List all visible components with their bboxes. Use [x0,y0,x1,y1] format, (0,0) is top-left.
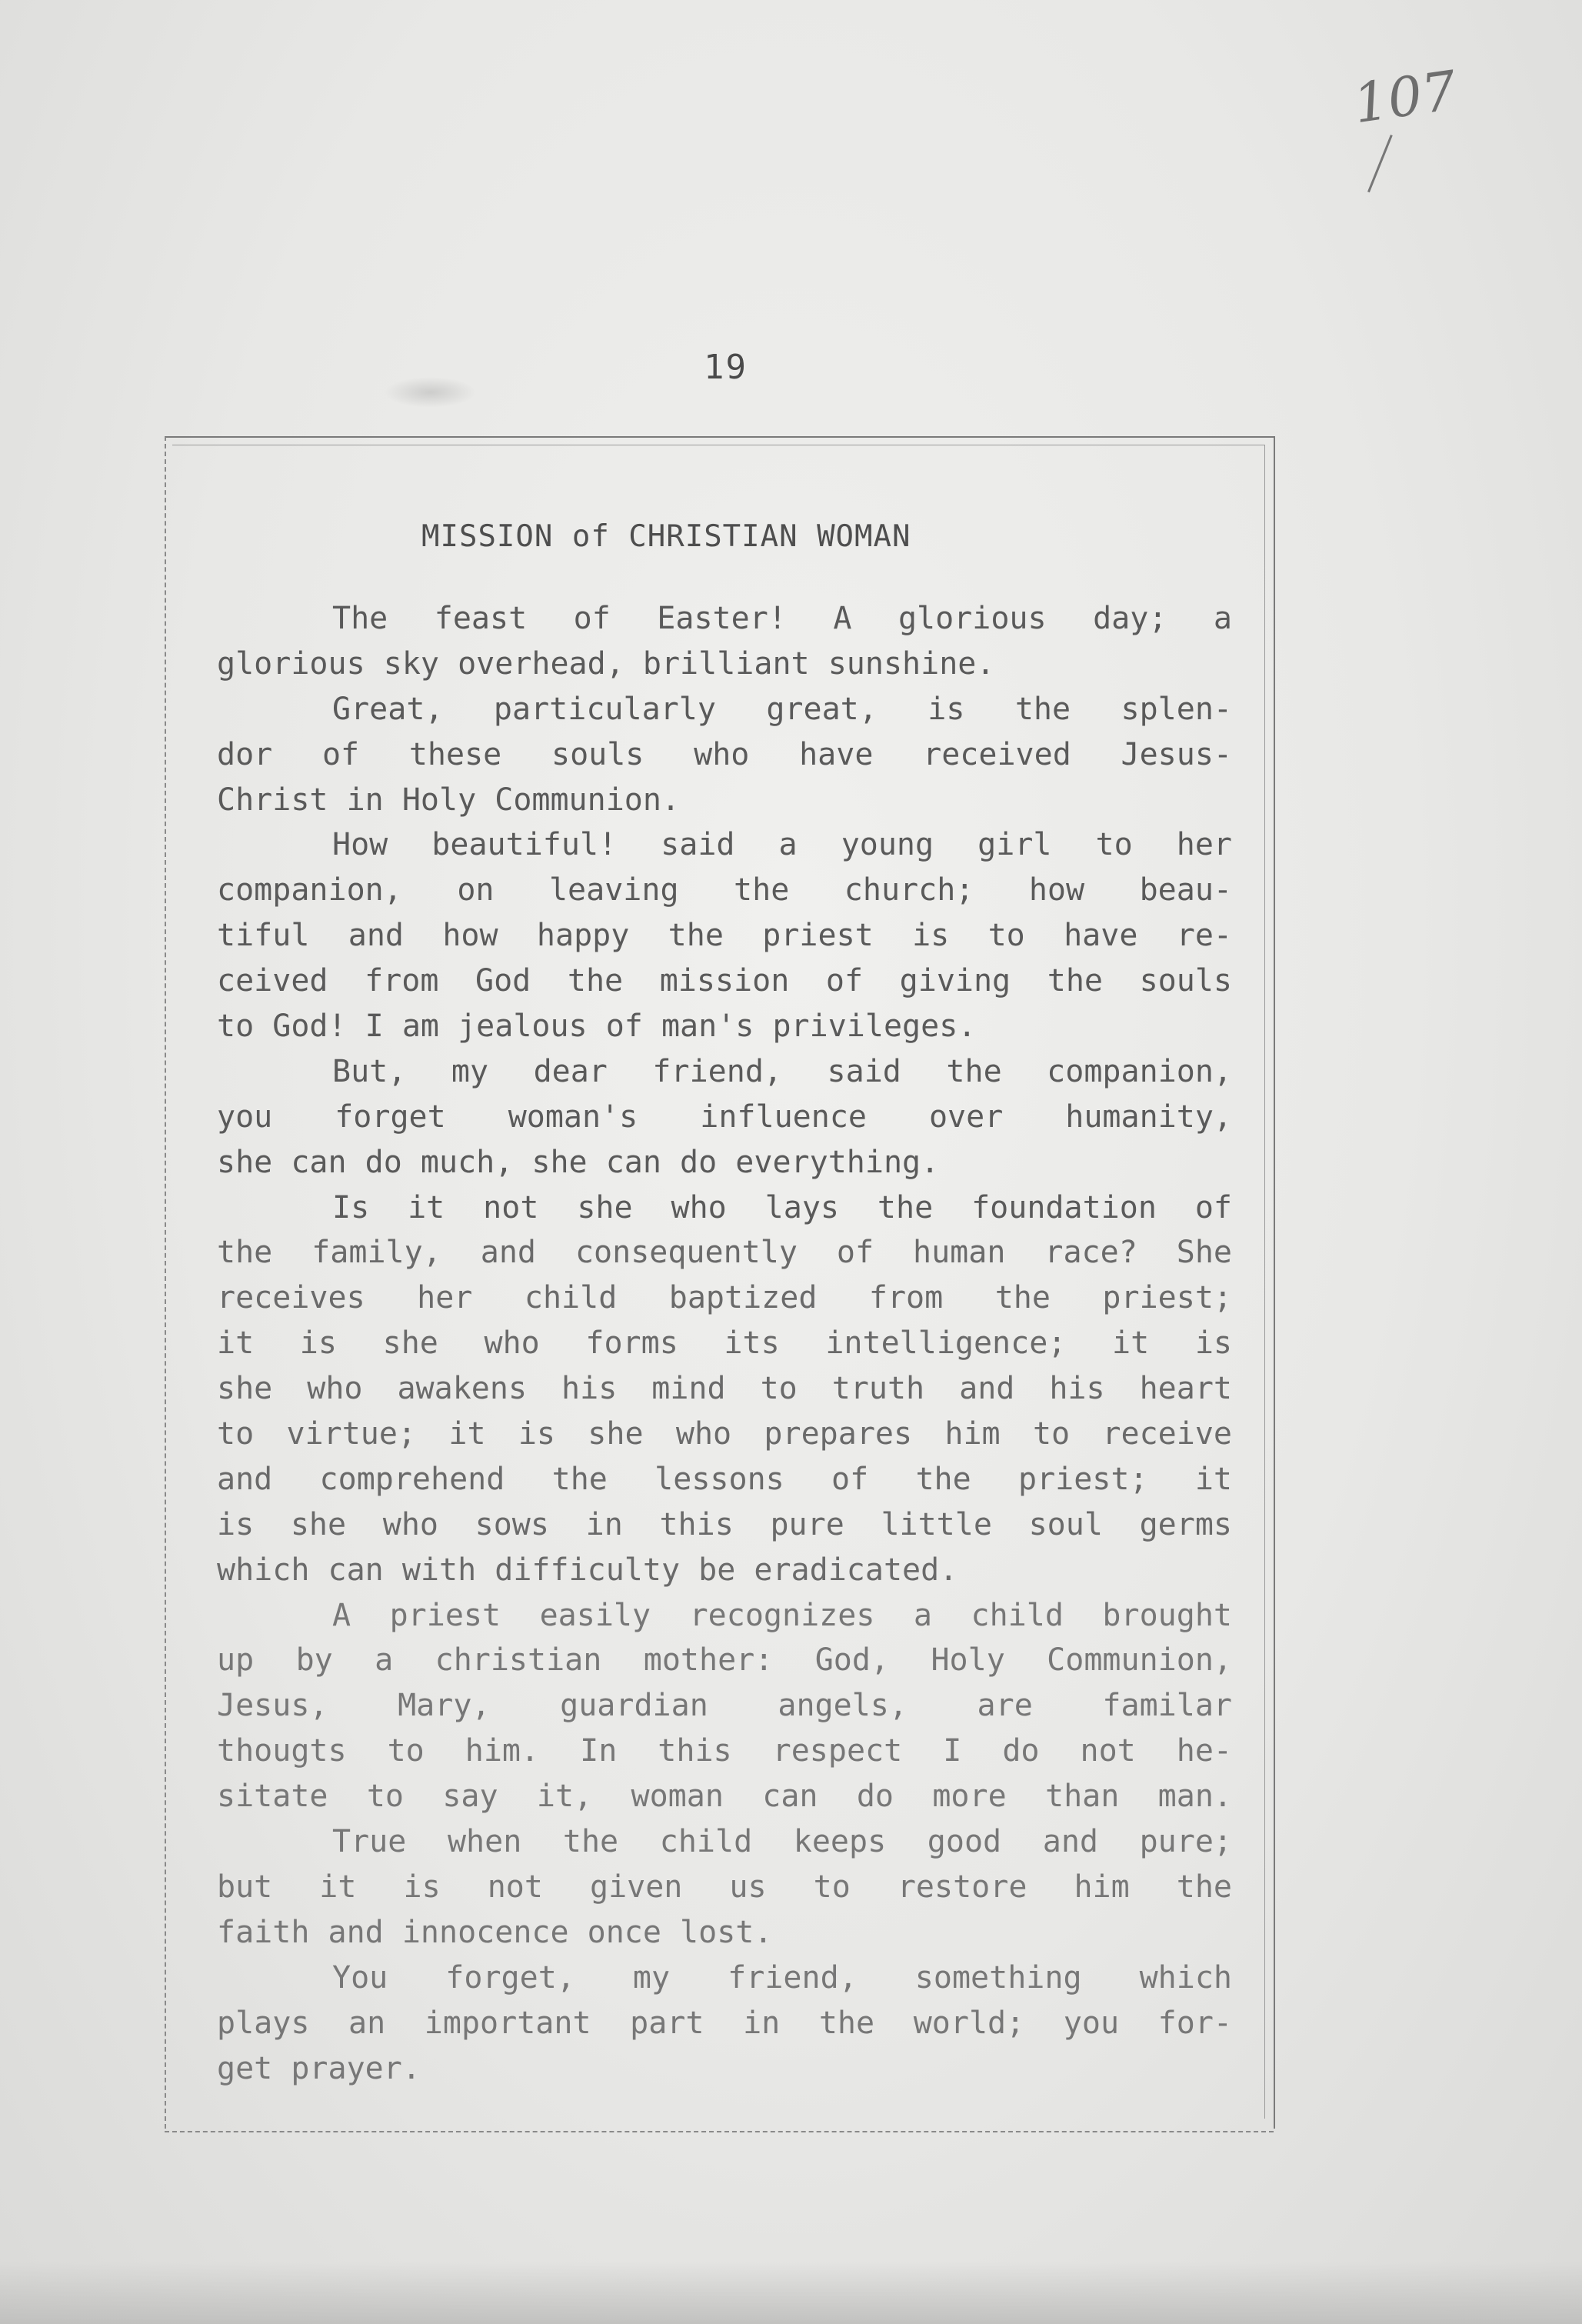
archive-handwritten-number: 107 [1350,58,1460,136]
body-text [217,596,1232,2091]
typed-bottom-rule [165,2131,1274,2132]
page-number: 19 [704,348,748,387]
scan-bottom-shadow [0,2262,1582,2324]
document-title: MISSION of CHRISTIAN WOMAN [421,519,911,554]
text-line: but it is not given us to restore him the [217,1869,1232,1905]
text-line: receives her child baptized from the priest; [217,1280,1232,1316]
text-line: which can with difficulty be eradicated. [217,1552,958,1588]
text-line: up by a christian mother: God, Holy Communion, [217,1642,1232,1679]
text-line: to God! I am jealous of man's privileges. [217,1009,977,1045]
text-line: A priest easily recognizes a child brought [332,1597,1232,1633]
text-line: get prayer. [217,2050,421,2086]
text-line: True when the child keeps good and pure; [332,1824,1232,1860]
text-line: tiful and how happy the priest is to have re- [217,918,1232,954]
text-line: But, my dear friend, said the companion, [332,1053,1232,1089]
text-line: Christ in Holy Communion. [217,782,681,818]
text-line: You forget, my friend, something which [332,1959,1232,1996]
text-line: glorious sky overhead, brilliant sunshine. [217,645,995,682]
scan-smudge [385,377,477,408]
archive-number-slash-mark [1367,135,1393,192]
text-line: thougts to him. In this respect I do not he- [217,1733,1232,1769]
text-line: companion, on leaving the church; how beau- [217,872,1232,909]
text-line: to virtue; it is she who prepares him to receive [217,1416,1232,1452]
text-line: dor of these souls who have received Jesus- [217,736,1232,772]
text-line: Jesus, Mary, guardian angels, are familar [217,1688,1232,1724]
text-line: Is it not she who lays the foundation of [332,1189,1232,1225]
text-line: ceived from God the mission of giving the souls [217,963,1232,999]
text-line: How beautiful! said a young girl to her [332,827,1232,863]
text-line: Great, particularly great, is the splen- [332,691,1232,727]
text-line: the family, and consequently of human race? She [217,1235,1232,1271]
text-line: it is she who forms its intelligence; it is [217,1325,1232,1362]
text-line: she can do much, she can do everything. [217,1144,940,1180]
text-line: she who awakens his mind to truth and his heart [217,1371,1232,1407]
text-line: plays an important part in the world; you for- [217,2005,1232,2041]
text-line: sitate to say it, woman can do more than man. [217,1779,1232,1815]
text-line: faith and innocence once lost. [217,1914,773,1950]
text-line: and comprehend the lessons of the priest; it [217,1461,1232,1497]
text-line: is she who sows in this pure little soul germs [217,1506,1232,1542]
text-line: The feast of Easter! A glorious day; a [332,601,1232,636]
text-line: you forget woman's influence over humanity, [217,1099,1232,1135]
